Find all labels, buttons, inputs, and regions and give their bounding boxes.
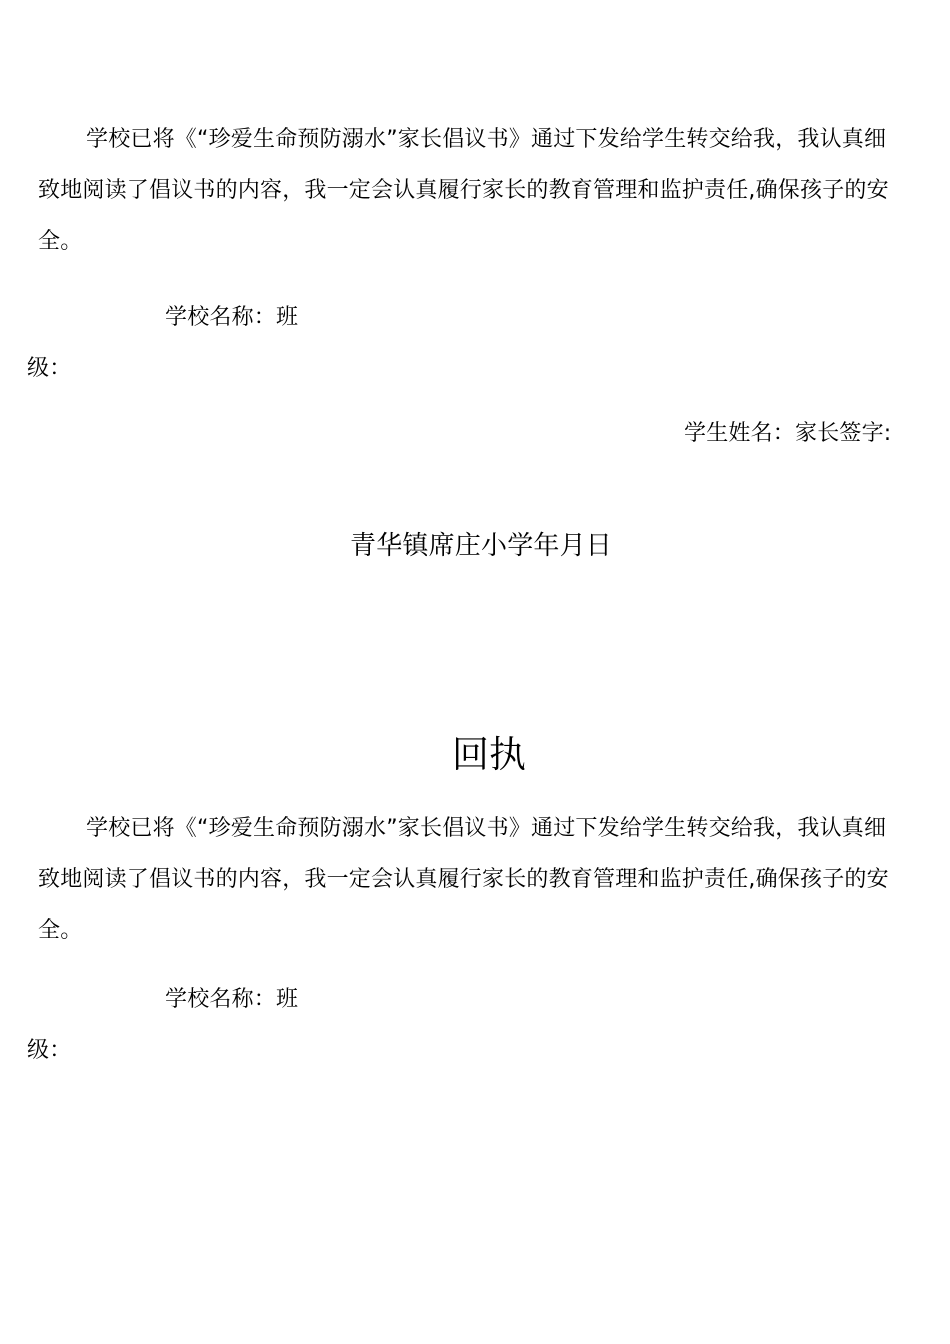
paragraph-line-1: 学校已将《“珍爱生命预防溺水”家长倡议书》通过下发给学生转交给我，我认真细 (86, 127, 887, 152)
paragraph-line-1: 学校已将《“珍爱生命预防溺水”家长倡议书》通过下发给学生转交给我，我认真细 (86, 816, 887, 841)
school-name-label: 学校名称：班 (165, 987, 299, 1012)
school-date-line: 青华镇席庄小学年月日 (350, 531, 613, 561)
school-name-label: 学校名称：班 (165, 305, 299, 330)
class-label: 级： (27, 1038, 72, 1063)
student-parent-signature-label: 学生姓名：家长签字: (684, 421, 892, 446)
paragraph-line-3: 全。 (38, 918, 83, 943)
class-label: 级： (27, 356, 72, 381)
paragraph-line-3: 全。 (38, 229, 83, 254)
receipt-heading: 回执 (452, 733, 526, 776)
paragraph-line-2: 致地阅读了倡议书的内容，我一定会认真履行家长的教育管理和监护责任,确保孩子的安 (38, 178, 889, 203)
paragraph-line-2: 致地阅读了倡议书的内容，我一定会认真履行家长的教育管理和监护责任,确保孩子的安 (38, 867, 889, 892)
